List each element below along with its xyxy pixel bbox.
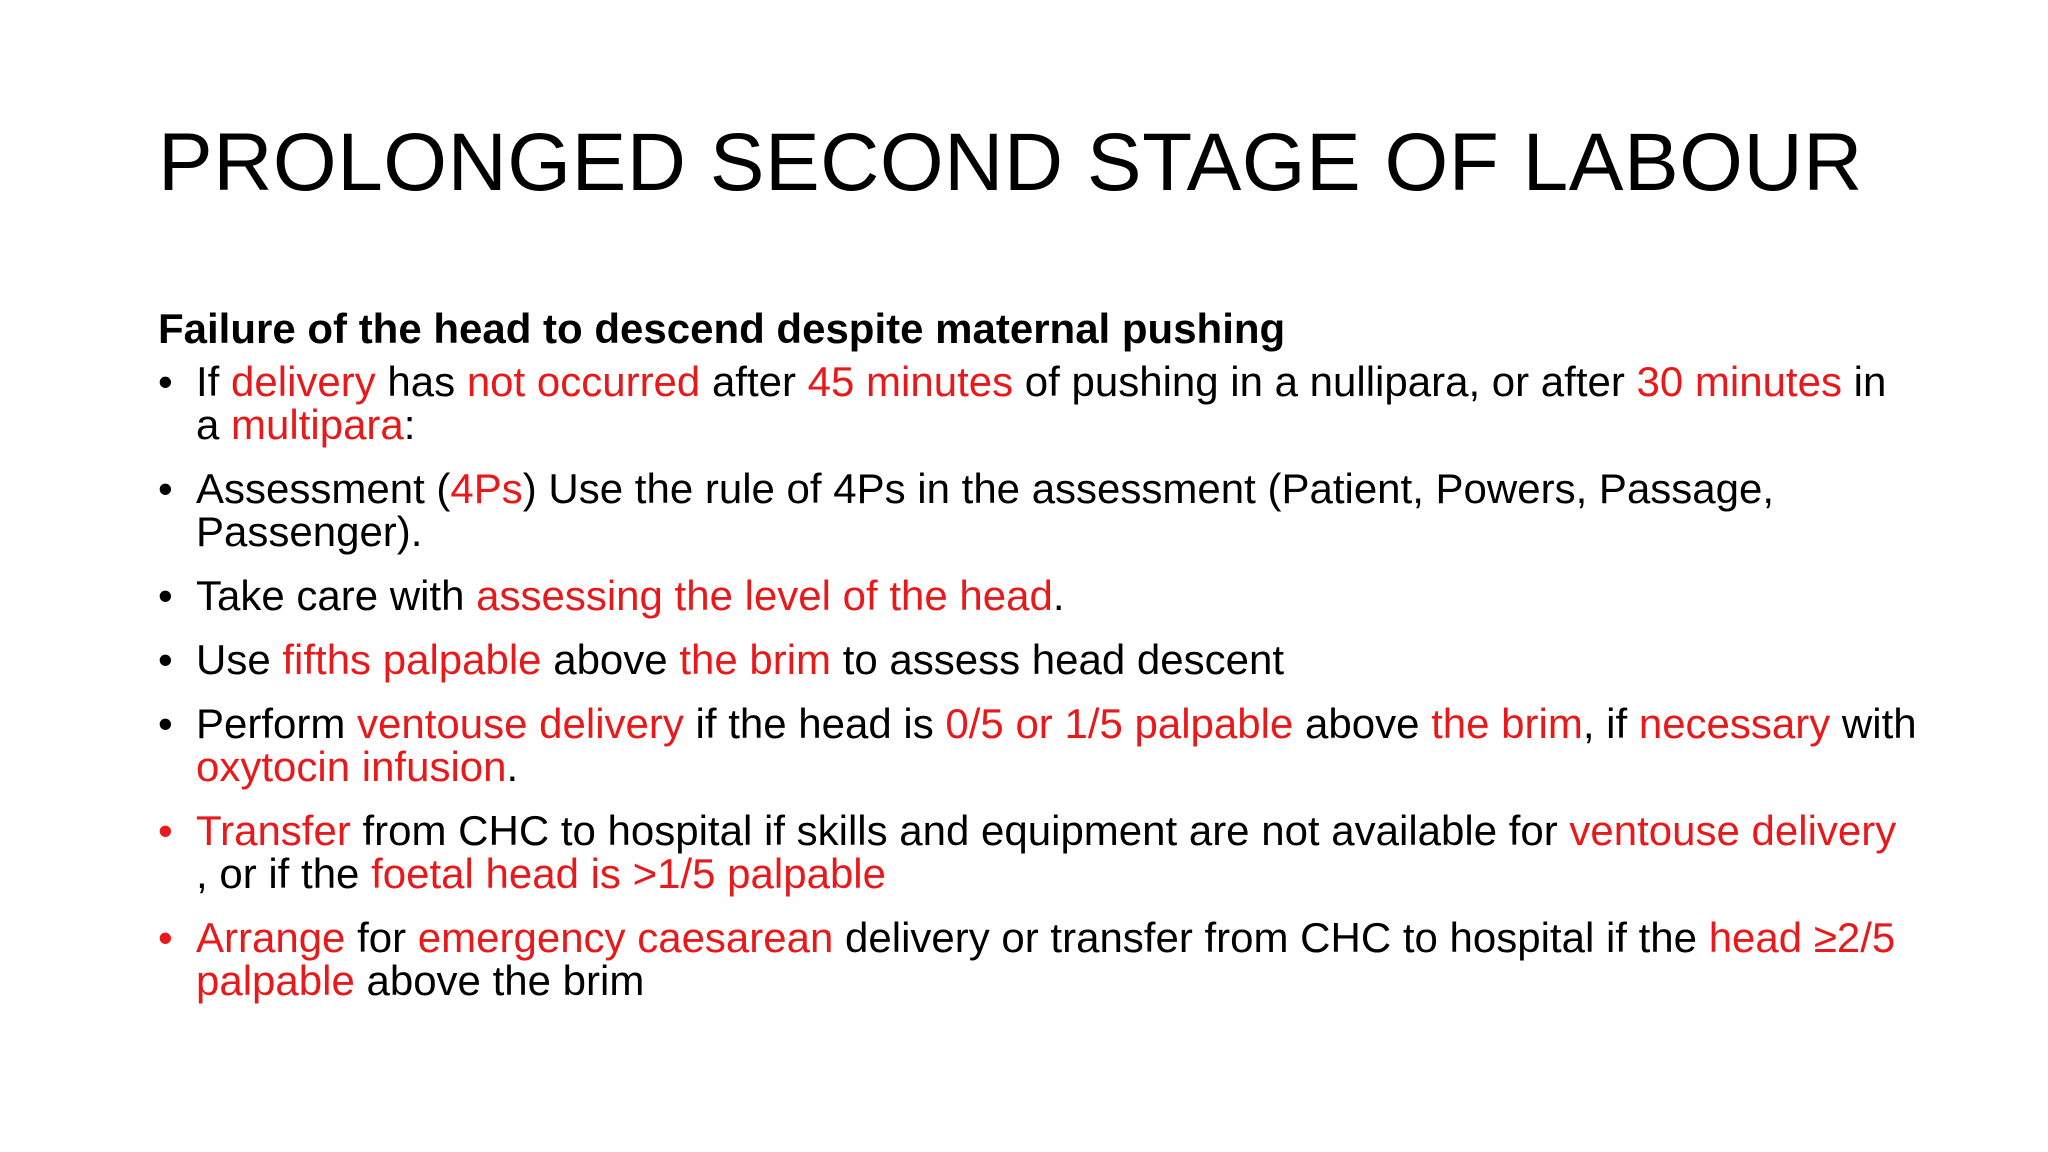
bullet-marker: • (158, 914, 173, 961)
highlighted-text: 45 minutes (807, 358, 1014, 405)
bullet-item (158, 360, 1918, 446)
subheading: Failure of the head to descend despite maternal pushing (158, 305, 1286, 352)
body-text: delivery or transfer from CHC to hospital if the (833, 914, 1709, 961)
body-text: . (506, 743, 519, 790)
body-text: if the head is (683, 700, 946, 747)
highlighted-text: Transfer (196, 807, 351, 854)
body-text: in a (196, 358, 1887, 448)
body-text: ) Use the rule of 4Ps in the assessment (Patient, Powers, Passage, Passenger). (196, 465, 1775, 555)
body-text: of pushing in a nullipara, or after (1013, 358, 1637, 405)
bullet-marker: • (158, 636, 173, 683)
body-text: above (1293, 700, 1432, 747)
highlighted-text: head ≥2/5 palpable (196, 914, 1896, 1004)
bullet-item (158, 916, 1918, 1002)
bullet-marker: • (158, 358, 173, 405)
slide-content (158, 304, 1918, 1023)
bullet-marker: • (158, 572, 173, 619)
body-text: , if (1582, 700, 1639, 747)
body-text: to assess head descent (831, 636, 1285, 683)
highlighted-text: the brim (679, 636, 832, 683)
slide-title: PROLONGED SECOND STAGE OF LABOUR (158, 117, 1863, 208)
body-text: above (541, 636, 680, 683)
body-text: for (345, 914, 418, 961)
highlighted-text: necessary (1638, 700, 1831, 747)
bullet-item (158, 809, 1918, 895)
bullet-item (158, 574, 1918, 617)
body-text: . (1052, 572, 1065, 619)
bullet-marker: • (158, 465, 173, 512)
highlighted-text: Arrange (196, 914, 346, 961)
bullet-list (158, 360, 1918, 1002)
highlighted-text: 30 minutes (1636, 358, 1842, 405)
highlighted-text: multipara (231, 401, 404, 448)
body-text: Use (196, 636, 283, 683)
body-text: from CHC to hospital if skills and equipment are not available for (350, 807, 1570, 854)
highlighted-text: ventouse delivery (357, 700, 684, 747)
body-text: after (700, 358, 808, 405)
body-text: Take care with (196, 572, 477, 619)
highlighted-text: delivery (231, 358, 376, 405)
body-text: If (196, 358, 232, 405)
body-text: Perform (196, 700, 358, 747)
bullet-item (158, 638, 1918, 681)
body-text: : (403, 401, 416, 448)
highlighted-text: fifths palpable (282, 636, 542, 683)
highlighted-text: emergency caesarean (417, 914, 834, 961)
highlighted-text: foetal head is >1/5 palpable (371, 850, 886, 897)
highlighted-text: assessing the level of the head (476, 572, 1053, 619)
bullet-marker: • (158, 807, 173, 854)
body-text: has (375, 358, 467, 405)
bullet-item (158, 467, 1918, 553)
highlighted-text: 4Ps (450, 465, 523, 512)
body-text: Assessment ( (196, 465, 451, 512)
bullet-item (158, 702, 1918, 788)
body-text: above the brim (354, 957, 645, 1004)
highlighted-text: not occurred (466, 358, 701, 405)
highlighted-text: 0/5 or 1/5 palpable (945, 700, 1294, 747)
highlighted-text: ventouse delivery (1569, 807, 1897, 854)
highlighted-text: the brim (1431, 700, 1583, 747)
body-text: with (1830, 700, 1917, 747)
bullet-marker: • (158, 700, 173, 747)
body-text: , or if the (196, 850, 372, 897)
highlighted-text: oxytocin infusion (196, 743, 507, 790)
